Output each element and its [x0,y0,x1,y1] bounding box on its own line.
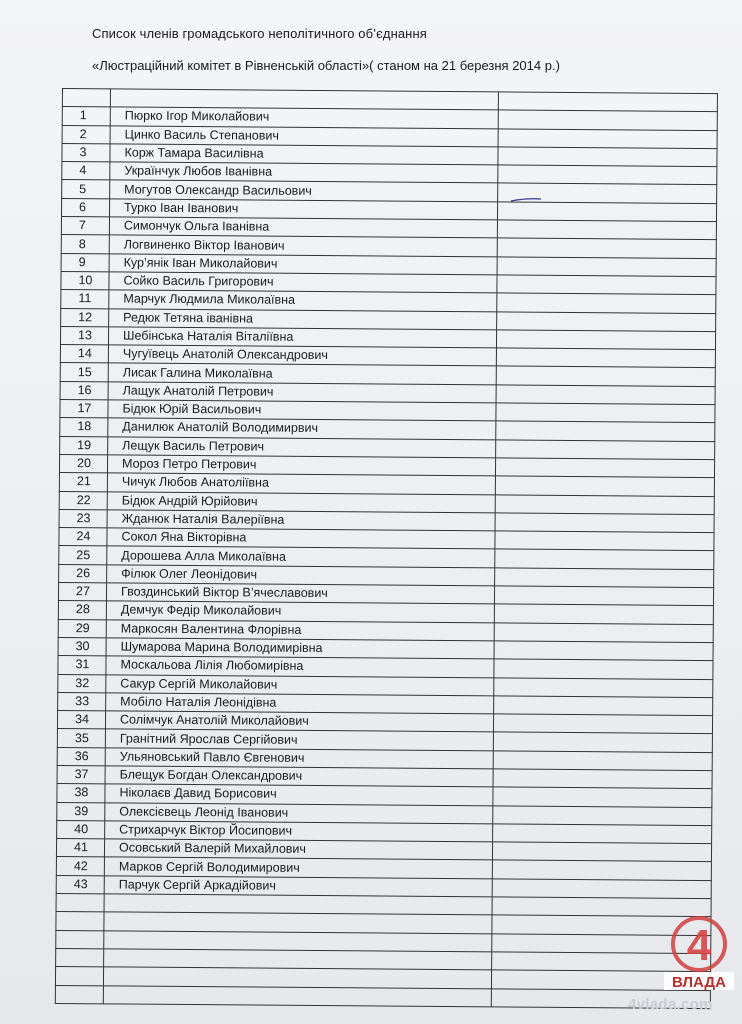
member-name: Чичук Любов Анатоліївна [107,473,495,494]
blank-cell [497,311,716,331]
blank-cell [494,604,713,624]
member-name: Шумарова Марина Володимирівна [106,638,494,659]
row-number: 22 [59,491,107,510]
blank-cell [496,385,715,405]
member-name: Москальова Лілія Любомирівна [106,656,494,677]
row-number: 36 [57,747,105,766]
blank-cell [496,348,715,368]
blank-cell [492,860,711,880]
member-name: Осовський Валерій Михайлович [104,839,492,860]
row-number: 34 [57,711,105,730]
blank-cell [498,129,717,149]
member-name: Шебінська Наталія Віталіївна [108,327,496,348]
blank-cell [497,275,716,295]
blank-cell [493,732,712,752]
row-number: 1 [62,107,110,126]
header-cell-blank [498,92,717,112]
member-name: Пюрко Ігор Миколайович [110,107,498,128]
member-name: Сойко Василь Григорович [109,272,497,293]
member-name: Сокол Яна Вікторівна [107,528,495,549]
blank-cell [498,110,717,130]
member-name: Парчук Сергій Аркадійович [104,876,492,897]
row-number: 27 [58,583,106,602]
member-name: Дорошева Алла Миколаївна [107,546,495,567]
blank-cell [494,696,713,716]
empty-cell [56,912,104,931]
member-name: Філюк Олег Леонідович [107,565,495,586]
member-name: Олексієвець Леонід Іванович [105,802,493,823]
row-number: 6 [61,198,109,217]
row-number: 39 [57,802,105,821]
member-name: Лещук Василь Петрович [108,437,496,458]
row-number: 30 [58,637,106,656]
row-number: 12 [61,308,109,327]
row-number: 42 [56,857,104,876]
row-number: 35 [57,729,105,748]
empty-cell [103,985,491,1006]
row-number: 25 [59,546,107,565]
row-number: 33 [58,692,106,711]
member-name: Гранітний Ярослав Сергійович [105,729,493,750]
member-name: Редюк Тетяна іванівна [109,308,497,329]
blank-cell [495,531,714,551]
blank-cell [496,366,715,386]
pen-mark-icon [510,198,542,202]
blank-cell [494,677,713,697]
row-number: 13 [60,326,108,345]
member-name: Лащук Анатолій Петрович [108,382,496,403]
blank-cell [494,659,713,679]
blank-cell [493,769,712,789]
row-number: 20 [59,454,107,473]
watermark-logo-icon [662,912,736,992]
row-number: 14 [60,345,108,364]
svg-text:ВЛАДА: ВЛАДА [672,974,726,991]
member-name: Лисак Галина Миколаївна [108,363,496,384]
members-table [55,88,718,1009]
row-number: 31 [58,656,106,675]
member-name: Ульяновський Павло Євгенович [105,748,493,769]
member-name: Демчук Федір Миколайович [106,601,494,622]
svg-text:4: 4 [686,921,712,970]
row-number: 2 [62,125,110,144]
members-table-container [55,88,703,1010]
row-number: 41 [56,839,104,858]
blank-cell [495,494,714,514]
row-number: 15 [60,363,108,382]
member-name: Стрихарчук Віктор Йосипович [105,821,493,842]
empty-cell [56,930,104,949]
blank-cell [495,458,714,478]
member-name: Жданюк Наталія Валеріївна [107,510,495,531]
blank-cell [495,513,714,533]
row-number: 23 [59,509,107,528]
row-number: 11 [61,290,109,309]
row-number: 28 [58,601,106,620]
empty-table-row [55,985,710,1008]
row-number: 8 [61,235,109,254]
header-cell-num [62,89,110,108]
member-name: Чугуївець Анатолій Олександрович [108,345,496,366]
blank-cell [492,842,711,862]
member-name: Мобіло Наталія Леонідівна [106,693,494,714]
member-name: Корж Тамара Василівна [110,144,498,165]
member-name: Бідюк Андрій Юрійович [107,491,495,512]
member-name: Могутов Олександр Васильович [110,180,498,201]
blank-cell [496,421,715,441]
row-number: 43 [56,875,104,894]
blank-cell [493,787,712,807]
document-title-line-2: «Люстраційний комітет в Рівненській області»( станом на 21 березня 2014 р.) [92,58,560,73]
member-name: Блещук Богдан Олександрович [105,766,493,787]
row-number: 5 [62,180,110,199]
member-name: Маркосян Валентина Флорівна [106,619,494,640]
row-number: 4 [62,162,110,181]
member-name: Марков Сергій Володимирович [104,857,492,878]
member-name: Мороз Петро Петрович [107,455,495,476]
member-name: Данилюк Анатолій Володимирвич [108,418,496,439]
row-number: 18 [60,418,108,437]
row-number: 19 [60,436,108,455]
row-number: 40 [57,820,105,839]
member-name: Ніколаєв Давид Борисович [105,784,493,805]
blank-cell [492,879,711,899]
row-number: 17 [60,400,108,419]
blank-cell [495,549,714,569]
member-name: Цинко Василь Степанович [110,125,498,146]
member-name: Турко Іван Іванович [109,199,497,220]
blank-cell [496,403,715,423]
watermark-site-text: 4vlada.com [628,996,713,1013]
row-number: 7 [61,217,109,236]
member-name: Бідюк Юрій Васильович [108,400,496,421]
blank-cell [496,440,715,460]
empty-cell [55,967,103,986]
blank-cell [498,165,717,185]
row-number: 24 [59,528,107,547]
blank-cell [495,476,714,496]
blank-cell [493,805,712,825]
member-name: Українчук Любов Іванівна [110,162,498,183]
members-table-body [55,89,717,1009]
blank-cell [496,330,715,350]
blank-cell [494,586,713,606]
member-name: Кур’янік Іван Миколайович [109,254,497,275]
row-number: 10 [61,271,109,290]
member-name: Гвоздинський Віктор В’ячеславович [106,583,494,604]
row-number: 16 [60,381,108,400]
blank-cell [497,238,716,258]
blank-cell [497,293,716,313]
member-name: Сакур Сергій Миколайович [106,674,494,695]
document-title-line-1: Список членів громадського неполітичного об’єднання [92,26,427,41]
row-number: 21 [59,473,107,492]
row-number: 26 [59,564,107,583]
blank-cell [493,751,712,771]
empty-cell [55,985,103,1004]
row-number: 9 [61,253,109,272]
blank-cell [493,824,712,844]
member-name: Солімчук Анатолій Миколайович [105,711,493,732]
member-name: Симончук Ольга Іванівна [109,217,497,238]
blank-cell [497,202,716,222]
row-number: 32 [58,674,106,693]
member-name: Марчук Людмила Миколаївна [109,290,497,311]
blank-cell [495,568,714,588]
row-number: 3 [62,143,110,162]
row-number: 38 [57,784,105,803]
row-number: 29 [58,619,106,638]
blank-cell [498,147,717,167]
row-number: 37 [57,765,105,784]
blank-cell [497,220,716,240]
blank-cell [493,714,712,734]
empty-cell [56,948,104,967]
empty-cell [56,894,104,913]
blank-cell [494,641,713,661]
blank-cell [497,257,716,277]
member-name: Логвиненко Віктор Іванович [109,235,497,256]
blank-cell [494,623,713,643]
